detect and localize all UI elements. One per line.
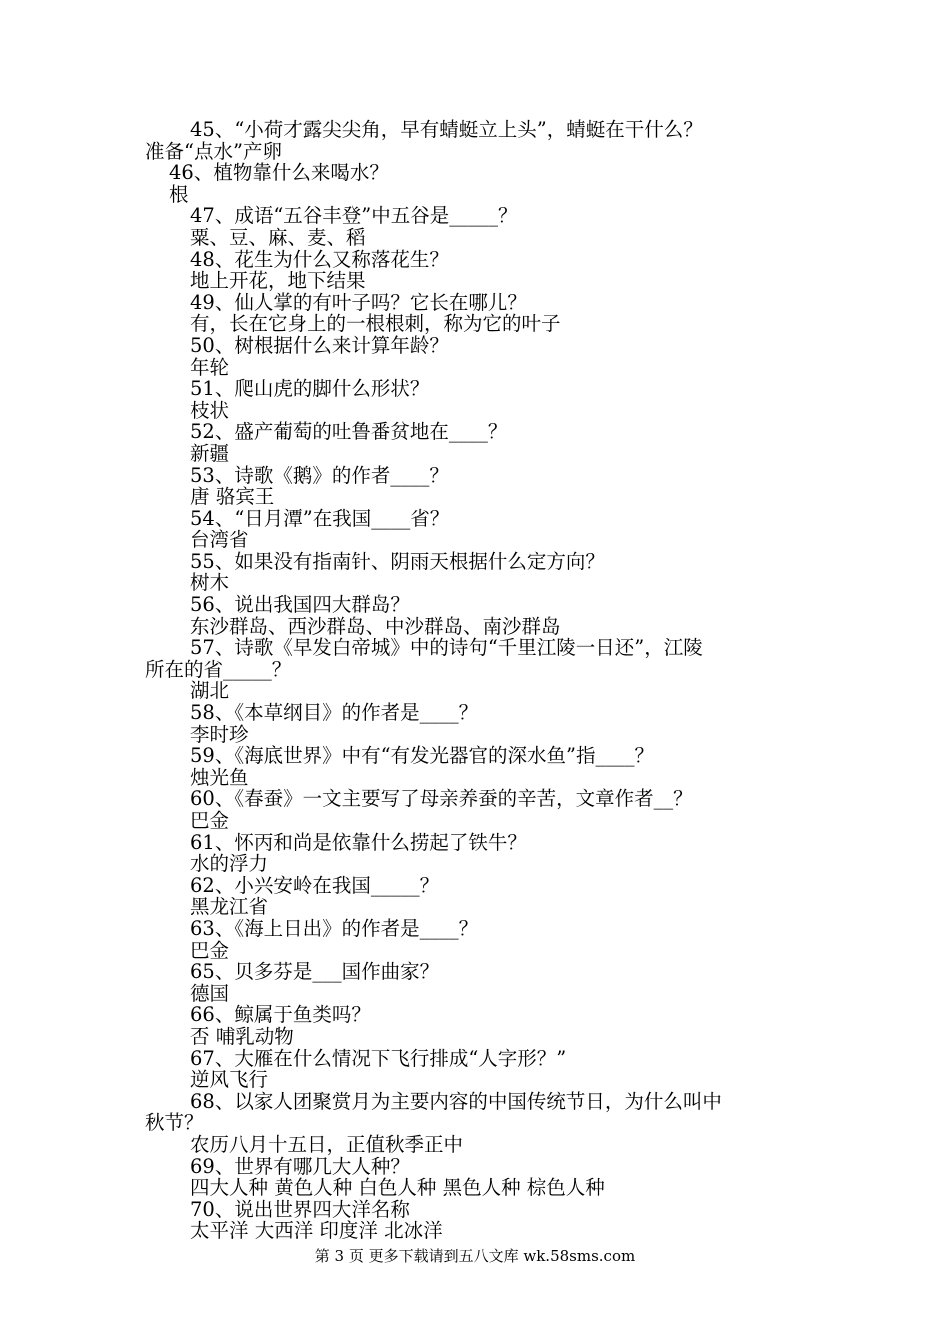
answer-line: 粟、豆、麻、麦、稻 <box>190 225 366 249</box>
question-line: 45、“小荷才露尖尖角，早有蜻蜓立上头”，蜻蜓在干什么？ <box>190 118 703 141</box>
question-line: 56、说出我国四大群岛？ <box>190 593 410 617</box>
answer-line: 树木 <box>190 571 230 595</box>
answer-line: 否 哺乳动物 <box>190 1024 294 1048</box>
answer-line: 46、植物靠什么来喝水？ <box>169 161 389 185</box>
question-line: 61、怀丙和尚是依靠什么捞起了铁牛？ <box>190 830 527 854</box>
answer-line: 年轮 <box>190 355 230 379</box>
question-line: 67、大雁在什么情况下飞行排成“人字形？” <box>190 1046 567 1070</box>
answer-line: 黑龙江省 <box>190 895 269 919</box>
question-line: 55、如果没有指南针、阴雨天根据什么定方向？ <box>190 549 605 573</box>
question-line: 48、花生为什么又称落花生？ <box>190 247 449 271</box>
answer-line: 农历八月十五日，正值秋季正中 <box>190 1132 464 1156</box>
answer-line: 太平洋 大西洋 印度洋 北冰洋 <box>190 1219 443 1243</box>
question-continuation: 所在的省_____？ <box>145 657 292 681</box>
question-line: 70、说出世界四大洋名称 <box>190 1197 410 1221</box>
question-line: 63、《海上日出》的作者是____？ <box>190 916 479 940</box>
answer-line: 新疆 <box>190 441 230 465</box>
answer-line: 根 <box>169 182 189 206</box>
question-line: 54、“日月潭”在我国____省？ <box>190 506 450 530</box>
answer-line: 李时珍 <box>190 722 249 746</box>
page-footer: 第 3 页 更多下载请到五八文库 wk.58sms.com <box>314 1247 636 1265</box>
question-line: 49、仙人掌的有叶子吗？它长在哪儿？ <box>190 290 527 314</box>
document-body <box>145 119 815 1242</box>
answer-line: 地上开花，地下结果 <box>190 269 366 293</box>
question-continuation: 准备“点水”产卵 <box>145 139 282 163</box>
answer-line: 有，长在它身上的一根根刺，称为它的叶子 <box>190 312 561 336</box>
question-line: 53、诗歌《鹅》的作者____？ <box>190 463 449 487</box>
question-line: 47、成语“五谷丰登”中五谷是_____？ <box>190 204 518 228</box>
answer-line: 德国 <box>190 981 230 1005</box>
question-continuation: 秋节？ <box>145 1111 204 1135</box>
answer-line: 逆风飞行 <box>190 1068 269 1092</box>
question-line: 69、世界有哪几大人种？ <box>190 1154 410 1178</box>
answer-line: 烛光鱼 <box>190 765 249 789</box>
question-line: 68、以家人团聚赏月为主要内容的中国传统节日，为什么叫中 <box>190 1089 722 1113</box>
question-line: 59、《海底世界》中有“有发光器官的深水鱼”指____？ <box>190 744 655 768</box>
question-line: 57、诗歌《早发白帝城》中的诗句“千里江陵一日还”，江陵 <box>190 636 703 660</box>
answer-line: 巴金 <box>190 938 230 962</box>
answer-line: 水的浮力 <box>190 852 269 876</box>
question-line: 51、爬山虎的脚什么形状？ <box>190 377 430 401</box>
answer-line: 东沙群岛、西沙群岛、中沙群岛、南沙群岛 <box>190 614 561 638</box>
answer-line: 四大人种 黄色人种 白色人种 黑色人种 棕色人种 <box>190 1176 605 1200</box>
question-line: 60、《春蚕》一文主要写了母亲养蚕的辛苦，文章作者__？ <box>190 787 693 811</box>
question-line: 50、树根据什么来计算年龄？ <box>190 333 449 357</box>
question-line: 65、贝多芬是___国作曲家？ <box>190 960 440 984</box>
question-line: 66、鲸属于鱼类吗？ <box>190 1003 371 1027</box>
answer-line: 台湾省 <box>190 528 249 552</box>
answer-line: 唐 骆宾王 <box>190 485 275 509</box>
answer-line: 巴金 <box>190 809 230 832</box>
question-line: 52、盛产葡萄的吐鲁番贫地在____？ <box>190 420 508 444</box>
answer-line: 枝状 <box>190 398 230 422</box>
answer-line: 湖北 <box>190 679 230 703</box>
question-line: 58、《本草纲目》的作者是____？ <box>190 701 479 725</box>
question-line: 62、小兴安岭在我国_____？ <box>190 873 440 897</box>
